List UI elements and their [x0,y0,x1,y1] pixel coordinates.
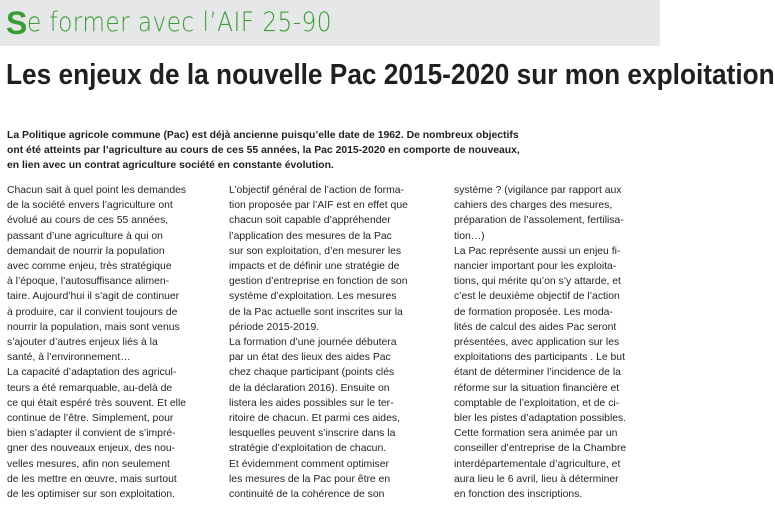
paragraph-line: Chacun sait à quel point les demandes [7,185,187,196]
article-paragraph [229,183,424,335]
paragraph-line: La formation d’une journée débutera [229,337,397,349]
paragraph-line: La Pac représente aussi un enjeu fi- [454,245,621,257]
paragraph-line: tion…) [454,230,485,242]
article-column-1 [7,183,202,502]
paragraph-line: avec comme enjeu, très stratégique [7,261,172,273]
article-lead [7,128,547,173]
article-paragraph [454,183,649,244]
section-header-initial: S [6,5,28,41]
paragraph-line: exploitations des participants . Le but [454,352,625,364]
paragraph-line: en fonction des inscriptions. [454,489,583,501]
paragraph-line: cahiers des charges des mesures, [454,200,613,212]
paragraph-line: l’application des mesures de la Pac [229,230,392,242]
paragraph-line: les mesures de la Pac pour être en [229,473,391,485]
paragraph-line: nourrir la population, mais sont venus [7,321,180,333]
paragraph-line: c’est le deuxième objectif de l’action [454,291,620,303]
paragraph-line: de la Pac actuelle sont inscrites sur la [229,306,403,318]
paragraph-line: période 2015-2019. [229,321,320,333]
paragraph-line: santé, à l’environnement… [7,352,131,364]
lead-line: en lien avec un contrat agriculture société en constante évolution. [7,160,334,171]
lead-line: ont été atteints par l’agriculture au cours de ces 55 années, la Pac 2015-2020 en comporte de nouveaux, [7,145,520,156]
paragraph-line: continue de l’être. Simplement, pour [7,413,174,425]
paragraph-line: ce qui était espéré très souvent. Et elle [7,397,187,409]
paragraph-line: de la société envers l’agriculture ont [7,200,173,212]
paragraph-line: évolué au cours de ces 55 années, [7,215,169,227]
paragraph-line: présentées, avec application sur les [454,337,620,349]
paragraph-line: velles mesures, afin non seulement [7,458,170,470]
paragraph-line: réforme sur la situation financière et [454,382,620,394]
paragraph-line: continuité de la cohérence de son [229,489,385,501]
paragraph-line: système ? (vigilance par rapport aux [454,185,622,196]
article-paragraph [229,335,424,457]
section-header-band [0,0,660,46]
paragraph-line: L’objectif général de l’action de forma- [229,185,405,196]
paragraph-line: stratégie d’exploitation de chacun. [229,443,387,455]
paragraph-line: interdépartementale d’agriculture, et [454,458,621,470]
paragraph-line: système d’exploitation. Les mesures [229,291,397,303]
paragraph-line: s’ajouter d’autres enjeux liés à la [7,337,158,349]
article-paragraph [454,244,649,426]
paragraph-line: taire. Aujourd’hui il s’agit de continuer [7,291,180,303]
article-paragraph [7,183,202,365]
paragraph-line: teurs a été remarquable, au-delà de [7,382,173,394]
paragraph-line: de les mettre en œuvre, mais surtout [7,473,177,485]
article-title-line: sur mon exploitation [516,59,775,91]
lead-line: La Politique agricole commune (Pac) est déjà ancienne puisqu’elle date de 1962. De nombreux objectifs [7,130,519,141]
paragraph-line: demandait de nourrir la population [7,245,165,257]
paragraph-line: chacun soit capable d’appréhender [229,215,391,227]
paragraph-line: passant d’une agriculture à qui on [7,230,163,242]
paragraph-line: Cette formation sera animée par un [454,428,618,440]
paragraph-line: de formation proposée. Les moda- [454,306,613,318]
paragraph-line: gner des nouveaux enjeux, des nou- [7,443,176,455]
paragraph-line: gestion d’entreprise en fonction de son [229,276,408,288]
paragraph-line: de les optimiser sur son exploitation. [7,489,176,501]
section-header-text: e former avec l’AIF 25-90 [27,7,333,38]
section-header [6,4,382,42]
paragraph-line: ritoire de chacun. Et parmi ces aides, [229,413,400,425]
paragraph-line: listera les aides possibles sur le ter- [229,397,394,409]
paragraph-line: nancier important pour les exploita- [454,261,617,273]
paragraph-line: lesquelles peuvent s’inscrire dans la [229,428,396,440]
article-column-3 [454,183,649,502]
paragraph-line: impacts et de définir une stratégie de [229,261,400,273]
paragraph-line: de la déclaration 2016). Ensuite on [229,382,390,394]
article-paragraph [229,457,424,503]
paragraph-line: tion proposée par l’AIF est en effet que [229,200,408,212]
paragraph-line: à produire, car il convient toujours de [7,306,178,318]
paragraph-line: lités de calcul des aides Pac seront [454,321,617,333]
paragraph-line: comptable de l’exploitation, et de ci- [454,397,620,409]
paragraph-line: préparation de l’assolement, fertilisa- [454,215,624,227]
paragraph-line: conseiller d’entreprise de la Chambre [454,443,627,455]
paragraph-line: sur son exploitation, d’en mesurer les [229,245,402,257]
article-paragraph [454,426,649,502]
paragraph-line: bien s’adapter il convient de s’impré- [7,428,176,440]
article-title [6,58,775,92]
paragraph-line: chez chaque participant (points clés [229,367,395,379]
article-paragraph [7,365,202,502]
paragraph-line: bler les pistes d’adaptation possibles. [454,413,627,425]
paragraph-line: Et évidemment comment optimiser [229,458,389,470]
paragraph-line: tions, qui mérite qu’on s’y attarde, et [454,276,621,288]
paragraph-line: La capacité d’adaptation des agricul- [7,367,177,379]
paragraph-line: aura lieu le 6 avril, lieu à déterminer [454,473,619,485]
paragraph-line: à l’époque, l’autosuffisance alimen- [7,276,170,288]
article-column-2 [229,183,424,502]
article-title-line: Les enjeux de la nouvelle Pac 2015-2020 [6,59,510,91]
paragraph-line: étant de déterminer l’incidence de la [454,367,621,379]
paragraph-line: par un état des lieux des aides Pac [229,352,391,364]
